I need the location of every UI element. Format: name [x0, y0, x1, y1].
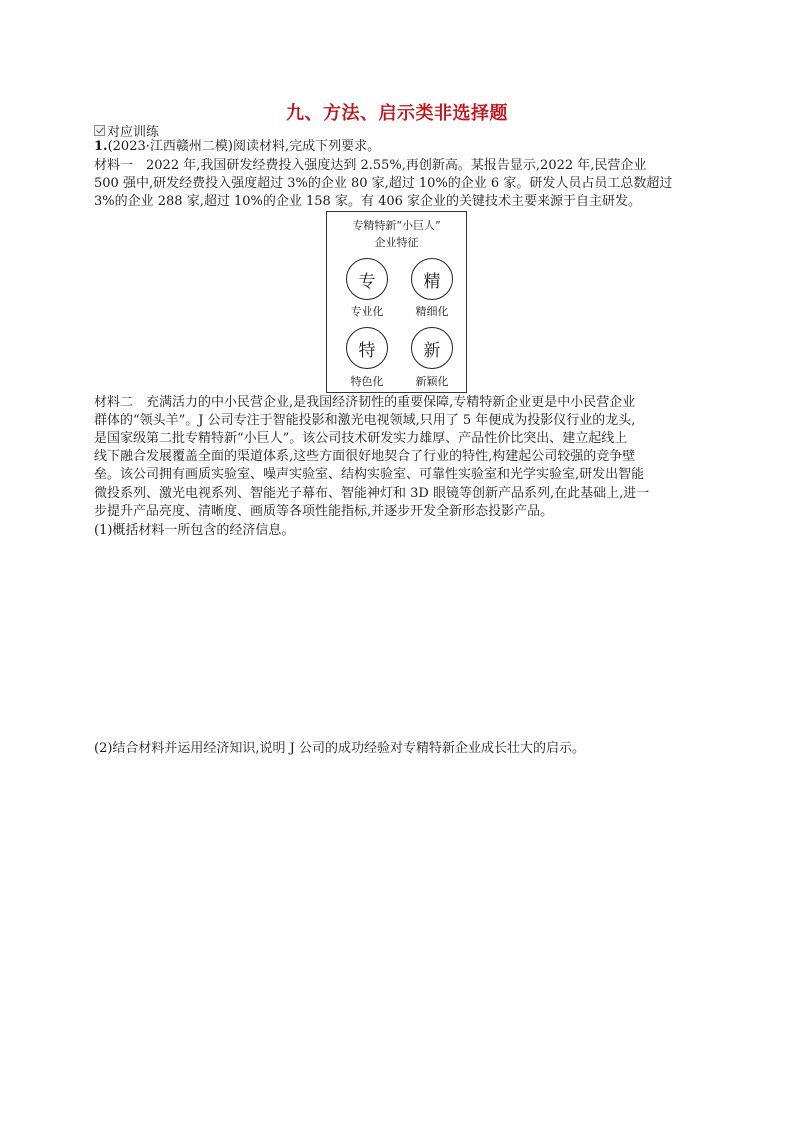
material2-line: 线下融合发展覆盖全面的渠道体系,这些方面很好地契合了行业的特性,构建起公司较强的竞争壁 — [94, 449, 636, 464]
figure-title-line2: 企业特征 — [374, 236, 419, 249]
circle-jing: 精 — [411, 258, 453, 300]
feature-figure — [326, 211, 467, 393]
label-refined: 精细化 — [415, 305, 449, 318]
material1-line: 500 强中,研发经费投入强度超过 3%的企业 80 家,超过 10%的企业 6 家。研发人员占员工总数超过 — [94, 176, 673, 191]
material2-line: 群体的“领头羊”。J 公司专注于智能投影和激光电视领域,只用了 5 年便成为投影仪行业的龙头, — [94, 413, 636, 428]
material2-line: 是国家级第二批专精特新“小巨人”。该公司技术研发实力雄厚、产品性价比突出、建立起线上 — [94, 431, 628, 446]
question-header — [94, 138, 380, 156]
circle-xin: 新 — [411, 327, 453, 369]
material1-line: 材料一 2022 年,我国研发经费投入强度达到 2.55%,再创新高。某报告显示,2022 年,民营企业 — [94, 158, 647, 173]
circle-zhuan: 专 — [346, 258, 388, 300]
sub-question-2: (2)结合材料并运用经济知识,说明 J 公司的成功经验对专精特新企业成长壮大的启示。 — [94, 741, 586, 756]
material2-line: 步提升产品亮度、清晰度、画质等各项性能指标,并逐步开发全新形态投影产品。 — [94, 504, 554, 519]
material2-line: 材料二 充满活力的中小民营企业,是我国经济韧性的重要保障,专精特新企业更是中小民营企业 — [94, 395, 636, 410]
material1-line: 3%的企业 288 家,超过 10%的企业 158 家。有 406 家企业的关键技术主要来源于自主研发。 — [94, 194, 642, 209]
section-label: 对应训练 — [107, 125, 160, 140]
question-source: (2023·江西赣州二模)阅读材料,完成下列要求。 — [107, 139, 381, 154]
material2-line: 垒。该公司拥有画质实验室、噪声实验室、结构实验室、可靠性实验室和光学实验室,研发出智能 — [94, 467, 645, 482]
figure-title-line1: 专精特新“小巨人” — [352, 219, 441, 232]
label-specialized: 专业化 — [350, 305, 384, 318]
sub-question-1: (1)概括材料一所包含的经济信息。 — [94, 523, 295, 538]
label-novel: 新颖化 — [415, 375, 449, 388]
label-distinctive: 特色化 — [350, 375, 384, 388]
checkbox-icon — [94, 125, 105, 136]
page-title: 九、方法、启示类非选择题 — [286, 103, 508, 124]
material2-line: 微投系列、激光电视系列、智能光子幕布、智能神灯和 3D 眼镜等创新产品系列,在此基础上,进一 — [94, 486, 650, 501]
circle-te: 特 — [346, 327, 388, 369]
question-number: 1. — [94, 139, 108, 154]
